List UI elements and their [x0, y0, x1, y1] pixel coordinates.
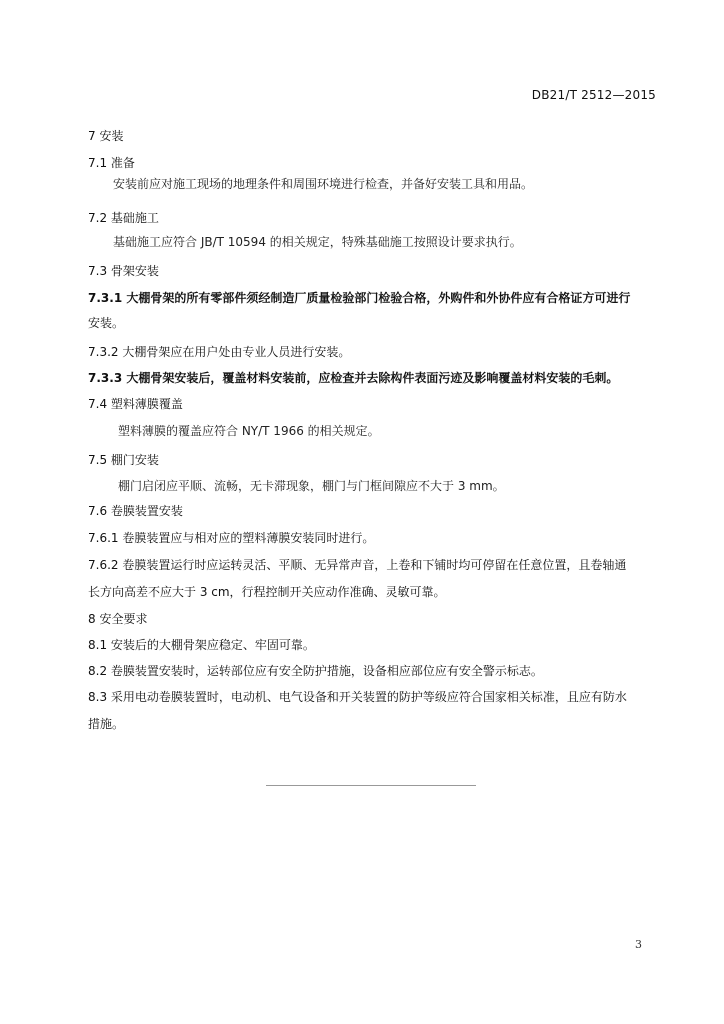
paragraph-7-3-3: 7.3.3 大棚骨架安装后，覆盖材料安装前，应检查并去除构件表面污迹及影响覆盖材料安装的毛刺。 [88, 371, 619, 385]
paragraph-7-3-1-line2: 安装。 [88, 316, 125, 330]
heading-8: 8 安全要求 [88, 612, 148, 626]
paragraph-8-3-line1: 8.3 采用电动卷膜装置时，电动机、电气设备和开关装置的防护等级应符合国家相关标准，且应有防水 [88, 690, 627, 704]
paragraph-8-2: 8.2 卷膜装置安装时，运转部位应有安全防护措施，设备相应部位应有安全警示标志。 [88, 664, 543, 678]
paragraph-7-6-2-line2: 长方向高差不应大于 3 cm，行程控制开关应动作准确、灵敏可靠。 [88, 585, 446, 599]
standard-code-header: DB21/T 2512—2015 [531, 88, 656, 102]
end-rule-divider [266, 785, 476, 786]
heading-7-1: 7.1 准备 [88, 156, 135, 170]
paragraph-7-5: 棚门启闭应平顺、流畅，无卡滞现象，棚门与门框间隙应不大于 3 mm。 [118, 479, 505, 493]
heading-7-3: 7.3 骨架安装 [88, 264, 159, 278]
heading-7-6: 7.6 卷膜装置安装 [88, 504, 183, 518]
paragraph-7-1: 安装前应对施工现场的地理条件和周围环境进行检查，并备好安装工具和用品。 [113, 177, 534, 191]
paragraph-7-2: 基础施工应符合 JB/T 10594 的相关规定，特殊基础施工按照设计要求执行。 [113, 235, 522, 249]
paragraph-8-3-line2: 措施。 [88, 717, 125, 731]
paragraph-7-3-2: 7.3.2 大棚骨架应在用户处由专业人员进行安装。 [88, 345, 351, 359]
heading-7-4: 7.4 塑料薄膜覆盖 [88, 397, 183, 411]
paragraph-7-6-1: 7.6.1 卷膜装置应与相对应的塑料薄膜安装同时进行。 [88, 531, 375, 545]
heading-7-2: 7.2 基础施工 [88, 211, 159, 225]
paragraph-7-3-1-line1: 7.3.1 大棚骨架的所有零部件须经制造厂质量检验部门检验合格，外购件和外协件应有合格证方可进行 [88, 291, 631, 305]
paragraph-8-1: 8.1 安装后的大棚骨架应稳定、牢固可靠。 [88, 638, 315, 652]
page-number: 3 [635, 938, 642, 951]
heading-7: 7 安装 [88, 129, 124, 143]
paragraph-7-6-2-line1: 7.6.2 卷膜装置运行时应运转灵活、平顺、无异常声音，上卷和下铺时均可停留在任意位置，且卷轴通 [88, 558, 627, 572]
paragraph-7-4: 塑料薄膜的覆盖应符合 NY/T 1966 的相关规定。 [118, 424, 380, 438]
heading-7-5: 7.5 棚门安装 [88, 453, 159, 467]
